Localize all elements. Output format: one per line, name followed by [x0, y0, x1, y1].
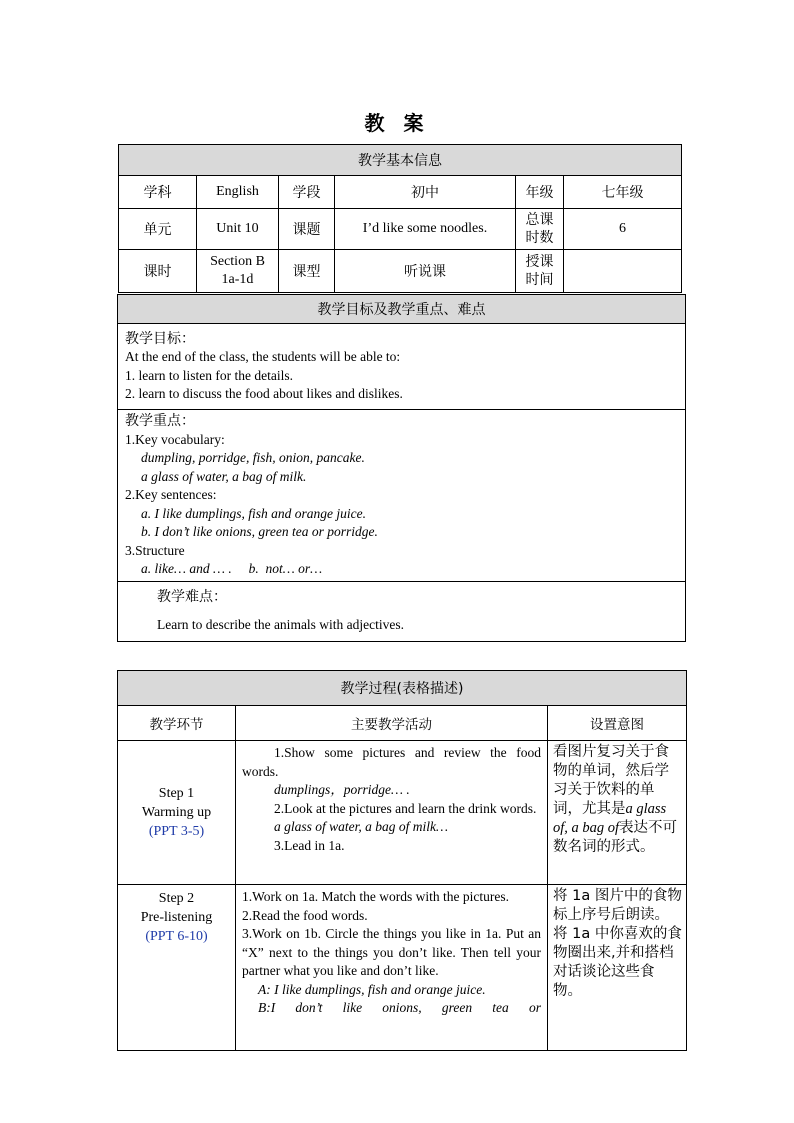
grade-value: 七年级	[564, 176, 682, 209]
ppt-reference: (PPT 3-5)	[148, 824, 205, 839]
difficulty-line: Learn to describe the animals with adjectives.	[157, 617, 405, 632]
activity-line: 1.Show some pictures and review the food words.	[242, 745, 541, 779]
total-hours-label-line1: 总课	[525, 212, 554, 228]
stage-value: 初中	[335, 176, 516, 209]
step-number: Step 2	[158, 891, 195, 906]
key-points-heading: 教学重点：	[125, 413, 195, 429]
objectives-table	[117, 294, 686, 642]
activity-line: dumplings，porridge… .	[274, 782, 410, 797]
period-value-line2: 1a-1d	[221, 272, 254, 287]
activity-cell	[236, 741, 548, 885]
sentence-line: b. I don’t like onions, green tea or porridge.	[141, 524, 378, 539]
col-header-activities: 主要教学活动	[236, 706, 548, 741]
total-hours-value: 6	[564, 209, 682, 250]
step-number: Step 1	[158, 786, 195, 801]
purpose-cell: 将 1a 图片中的食物标上序号后朗读。将 1a 中你喜欢的食物圈出来,并和搭档对话谈论这些食物。	[548, 885, 687, 1051]
activity-line: 1.Work on 1a. Match the words with the pictures.	[242, 889, 509, 904]
structure-label: 3.Structure	[125, 542, 185, 558]
purpose-cell	[548, 741, 687, 885]
purpose-text: 看图片复习关于食物的单词，然后学习关于饮料的单词，尤其是	[553, 744, 669, 817]
basic-info-header: 教学基本信息	[119, 145, 682, 176]
step-stage: Pre-listening	[140, 910, 213, 925]
difficulty-cell	[118, 581, 686, 641]
process-table	[117, 670, 687, 1051]
key-points-cell	[118, 410, 686, 582]
purpose-text: a glass of, a bag of	[553, 801, 667, 836]
activity-line: a glass of water, a bag of milk…	[274, 819, 449, 834]
topic-value: I’d like some noodles.	[335, 209, 516, 250]
date-label-line2: 时间	[525, 272, 554, 288]
col-header-purpose: 设置意图	[548, 706, 687, 741]
step-cell	[118, 741, 236, 885]
goals-line: 2. learn to discuss the food about likes and dislikes.	[125, 386, 403, 401]
topic-label: 课题	[279, 209, 335, 250]
vocab-label: 1.Key vocabulary:	[125, 431, 225, 447]
ppt-reference: (PPT 6-10)	[145, 929, 208, 944]
activity-line: 2.Read the food words.	[242, 907, 368, 923]
objectives-header: 教学目标及教学重点、难点	[118, 295, 686, 324]
vocab-line: dumpling, porridge, fish, onion, pancake.	[141, 450, 365, 465]
grade-label: 年级	[516, 176, 564, 209]
date-value	[564, 250, 682, 293]
type-value: 听说课	[335, 250, 516, 293]
goals-heading: 教学目标：	[125, 330, 195, 347]
date-label	[516, 250, 564, 293]
activity-cell	[236, 885, 548, 1051]
page-title: 教 案	[364, 111, 430, 135]
period-value-line1: Section B	[210, 254, 265, 269]
sentences-label: 2.Key sentences:	[125, 487, 217, 502]
activity-line: 2.Look at the pictures and learn the drink words.	[274, 800, 537, 816]
structure-line: a. like… and … . b. not… or…	[141, 561, 323, 576]
unit-label: 单元	[119, 209, 197, 250]
date-label-line1: 授课	[525, 254, 554, 270]
activity-line: 3.Work on 1b. Circle the things you like in 1a. Put an “X” next to the things you don’t like. Then tell your partner what you like and don’t like.	[242, 926, 541, 978]
step-stage: Warming up	[141, 805, 212, 820]
activity-line: A: I like dumplings, fish and orange juice.	[258, 981, 486, 997]
sentence-line: a. I like dumplings, fish and orange juice.	[141, 505, 366, 521]
subject-value: English	[197, 176, 279, 209]
purpose-text: 表达不可数名词的形式。	[553, 820, 678, 855]
period-label: 课时	[119, 250, 197, 293]
activity-line: 3.Lead in 1a.	[274, 837, 345, 853]
stage-label: 学段	[279, 176, 335, 209]
goals-line: 1. learn to listen for the details.	[125, 367, 293, 383]
step-cell	[118, 885, 236, 1051]
goals-line: At the end of the class, the students will be able to:	[125, 349, 401, 364]
total-hours-label-line2: 时数	[525, 230, 554, 246]
type-label: 课型	[279, 250, 335, 293]
vocab-line: a glass of water, a bag of milk.	[141, 468, 307, 484]
col-header-stage: 教学环节	[118, 706, 236, 741]
unit-value: Unit 10	[197, 209, 279, 250]
basic-info-table	[118, 144, 682, 293]
goals-cell	[118, 324, 686, 410]
process-header: 教学过程(表格描述)	[118, 671, 687, 706]
period-value	[197, 250, 279, 293]
activity-line: B:I don’t like onions, green tea or	[258, 1000, 541, 1015]
total-hours-label	[516, 209, 564, 250]
difficulty-heading: 教学难点：	[157, 589, 227, 605]
subject-label: 学科	[119, 176, 197, 209]
